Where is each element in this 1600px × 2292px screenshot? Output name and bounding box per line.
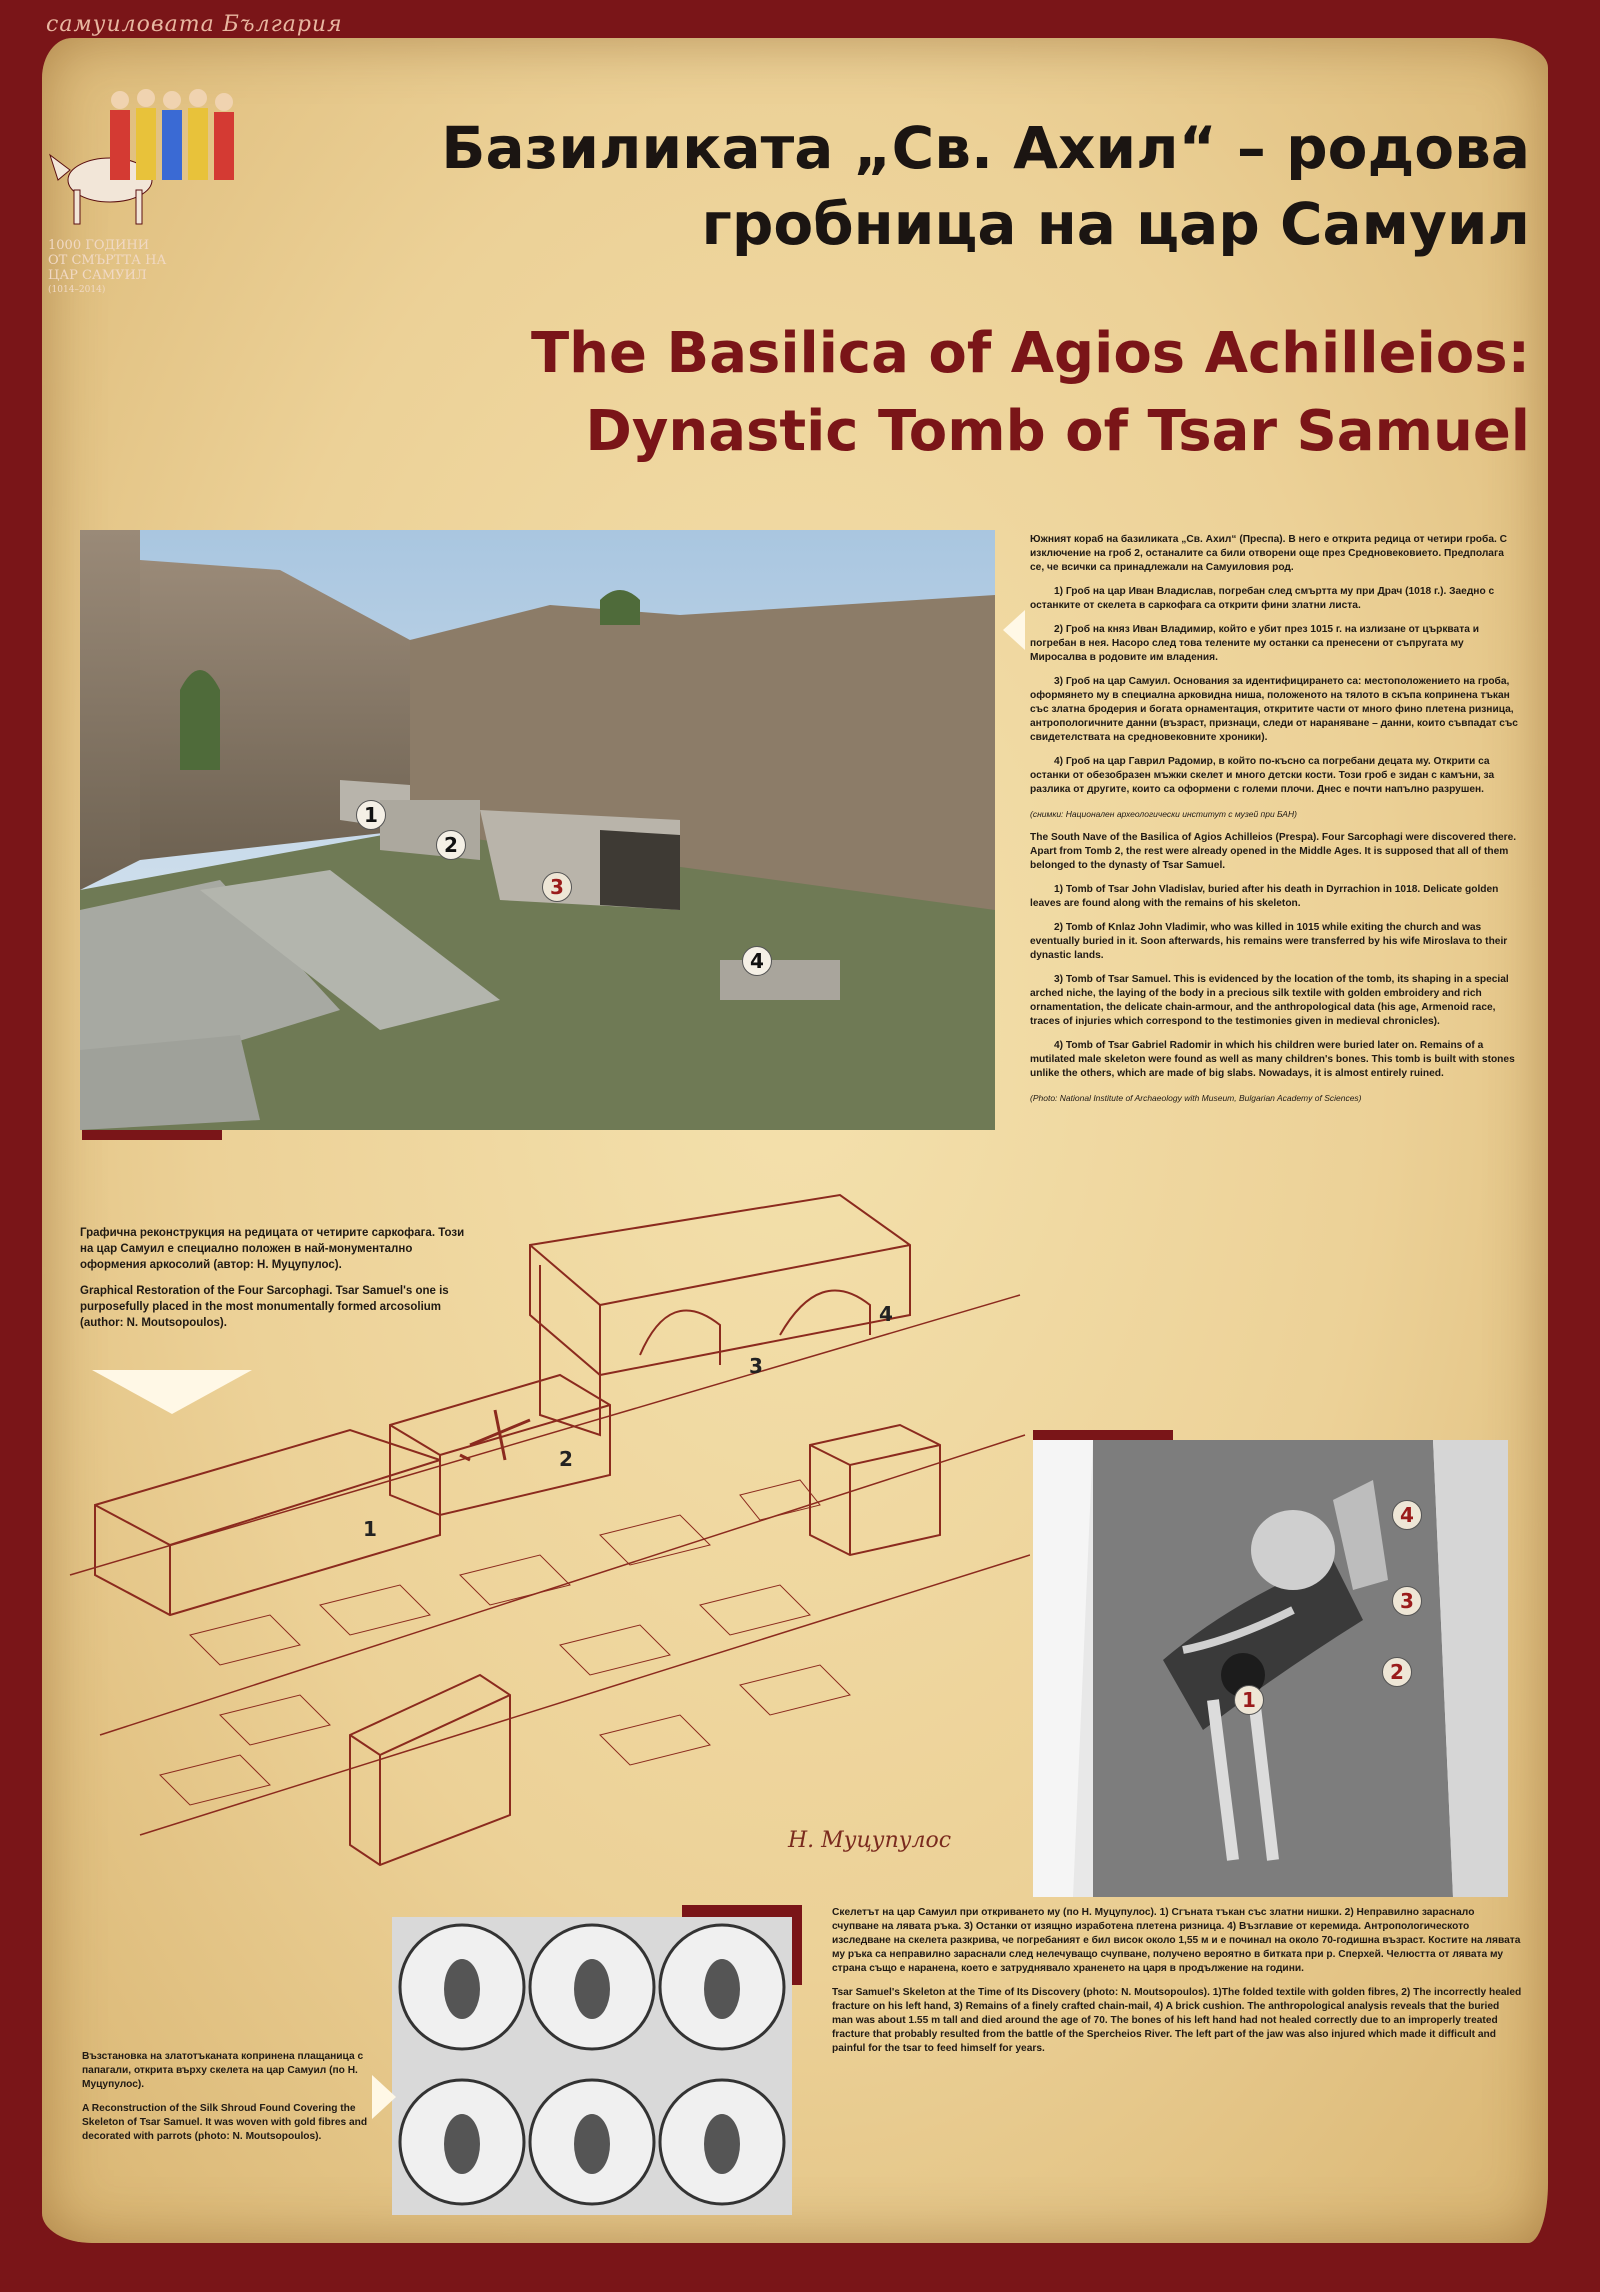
- main-text-en-tomb4: 4) Tomb of Tsar Gabriel Radomir in which his children were buried later on. Remains of a mutilated male skeleton were found as well as many children's bones. This tomb is built with stones unlike the others, which are made of big slabs. Nowadays, it is almost entirely ruined.: [1030, 1040, 1515, 1079]
- title-bulgarian: [350, 110, 1530, 262]
- logo-caption-years: (1014–2014): [48, 285, 106, 295]
- title-bg-line2: гробница на цар Самуил: [701, 190, 1530, 258]
- main-text-en-credit: (Photo: National Institute of Archaeology with Museum, Bulgarian Academy of Sciences): [1030, 1093, 1362, 1103]
- skeleton-description-bg: Скелетът на цар Самуил при откриването му (по Н. Муцупулос). 1) Сгъната тъкан със златни нишки. 2) Неправилно зарасналo счупване на лявата ръка. 3) Останки от изящно изработена плетена ризница. 4) Възглавие от керемида. Антропологическото изследване на скелета разкрива, че погребаният е бил висок около 1,55 м и е починал на около 70-годишна възраст. Костите на лявата му ръка са неправилно зараснали след нелечуващо счупване, получено вероятно в битката при р. Сперхей. Челюстта от лявата му страна също е наранена, което е затруднявало храненето на царя в продължение на години.: [832, 1907, 1521, 1974]
- photo-number-1: 1: [356, 800, 386, 830]
- main-text-bg-tomb1: 1) Гроб на цар Иван Владислав, погребан след смъртта му при Драч (1018 г.). Заедно с останките от скелета в саркофага са открити фини златни листа.: [1030, 586, 1495, 611]
- brand-text: самуиловата България: [46, 12, 343, 37]
- silk-shroud-image: [392, 1917, 792, 2215]
- main-text-en-tomb3: 3) Tomb of Tsar Samuel. This is evidenced by the location of the tomb, its shaping in a special arched niche, the laying of the body in a precious silk textile with golden embroidery and rich ornamentation, the delicate chain-armour, and the anthropological data (his age, Armenoid race, traces of injuries which correspond to the testimonies given in medieval chronicles).: [1030, 974, 1509, 1027]
- main-text-en-tomb2: 2) Tomb of Knlaz John Vladimir, who was killed in 1015 while exiting the church and was eventually buried in it. Soon afterwards, his remains were transferred by his wife Miroslava to their dynastic lands.: [1030, 922, 1508, 961]
- sarcophagi-reconstruction-sketch: [40, 1175, 1030, 1875]
- reconstruction-caption-en: Graphical Restoration of the Four Sarcophagi. Tsar Samuel's one is purposefully placed in the most monumentally formed arcosolium (author: N. Moutsopoulos).: [80, 1285, 449, 1329]
- main-text-bg-tomb4: 4) Гроб на цар Гаврил Радомир, в който по-късно са погребани децата му. Открити са останки от обезобразен мъжки скелет и много детски кости. Този гроб е зидан с камъни, за разлика от другите, които са оформени с големи плочи. Днес е почти напълно разрушен.: [1030, 756, 1495, 795]
- sketch-number-3: 3: [749, 1354, 763, 1378]
- shroud-caption-en: A Reconstruction of the Silk Shroud Found Covering the Skeleton of Tsar Samuel. It was woven with gold fibres and decorated with parrots (photo: N. Moutsopoulos).: [82, 2103, 368, 2142]
- main-text-bg-credit: (снимки: Национален археологически институт с музей при БАН): [1030, 809, 1297, 819]
- shroud-caption-bg: Възстановка на златотъканата копринена плащаница с папагали, открита върху скелета на цар Самуил (по Н. Муцупулос).: [82, 2051, 364, 2090]
- pointer-triangle-right: [372, 2075, 396, 2119]
- main-text-bg-intro: Южният кораб на базиликата „Св. Ахил“ (Преспа). В него е открита редица от четири гроба. С изключение на гроб 2, останалите са били отворени още през Средновековието. Предполага се, че всички са принадлежали на Самуиловия род.: [1030, 534, 1508, 573]
- title-bg-line1: Базиликата „Св. Ахил“ – родова: [441, 114, 1530, 182]
- main-text-en-intro: The South Nave of the Basilica of Agios Achilleios (Prespa). Four Sarcophagi were discovered there. Apart from Tomb 2, the rest were already opened in the Middle Ages. It is supposed that all of them belonged to the dynasty of Tsar Samuel.: [1030, 832, 1517, 871]
- photo-number-2: 2: [436, 830, 466, 860]
- title-english: [350, 315, 1530, 471]
- pointer-triangle: [1003, 610, 1025, 650]
- sketch-number-2: 2: [559, 1447, 573, 1471]
- xray-number-2: 2: [1382, 1657, 1412, 1687]
- main-text-column: [1030, 533, 1518, 1115]
- xray-number-3: 3: [1392, 1586, 1422, 1616]
- main-text-bg-tomb2: 2) Гроб на княз Иван Владимир, който е убит през 1015 г. на излизане от църквата и погребан в нея. Насоро след това телените му останки са пренесени от съпругата му Миросалва в родовите им владения.: [1030, 624, 1479, 663]
- logo-caption: [48, 238, 208, 298]
- riders-logo: [40, 60, 280, 240]
- sketch-signature: Н. Муцупулос: [788, 1828, 952, 1853]
- xray-number-4: 4: [1392, 1500, 1422, 1530]
- skeleton-description-en: Tsar Samuel's Skeleton at the Time of Its Discovery (photo: N. Moutsopoulos). 1)The folded textile with golden fibres, 2) The incorrectly healed fracture on his left hand, 3) Remains of a finely crafted chain-mail, 4) A brick cushion. The anthropological analysis reveals that the buried man was about 1.55 m tall and died around the age of 70. The bones of his left hand had not healed correctly due to an improperly treated fracture that probably resulted from the battle of the Spercheios River. The left part of the jaw was also injured which made it difficult and painful for the tsar to feed himself for years.: [832, 1987, 1522, 2054]
- sketch-number-4: 4: [879, 1302, 893, 1326]
- title-en-line1: The Basilica of Agios Achilleios:: [530, 321, 1530, 386]
- main-text-en-tomb1: 1) Tomb of Tsar John Vladislav, buried after his death in Dyrrachion in 1018. Delicate golden leaves are found along with the remains of his skeleton.: [1030, 884, 1499, 909]
- xray-number-1: 1: [1234, 1685, 1264, 1715]
- logo-caption-line: ЦАР САМУИЛ: [48, 268, 147, 283]
- sketch-number-1: 1: [363, 1517, 377, 1541]
- skeleton-description: [832, 1906, 1522, 2066]
- shroud-caption: [82, 2050, 372, 2154]
- main-text-bg-tomb3: 3) Гроб на цар Самуил. Основания за идентифицирането са: местоположението на гроба, оформянето му в специална арковидна ниша, положеното на тялото в скъпа копринена тъкан със златна бродерия и богата орнаментация, откритите части от много фино плетена ризница, антропологичните данни (възраст, признаци, следи от нараняване – данни, които съвпадат със свидетелствата на средновековните хроники).: [1030, 676, 1518, 743]
- basilica-ruins-photo: [80, 530, 995, 1130]
- title-en-line2: Dynastic Tomb of Tsar Samuel: [585, 399, 1530, 464]
- logo-caption-line: ОТ СМЪРТТА НА: [48, 253, 167, 268]
- photo-number-3: 3: [542, 872, 572, 902]
- logo-caption-line: 1000 ГОДИНИ: [48, 238, 150, 253]
- reconstruction-caption-bg: Графична реконструкция на редицата от четирите саркофага. Този на цар Самуил е специално положен в най-монументално оформения аркосолий (автор: Н. Муцупулос).: [80, 1227, 465, 1271]
- photo-number-4: 4: [742, 946, 772, 976]
- skeleton-photo: [1033, 1440, 1508, 1897]
